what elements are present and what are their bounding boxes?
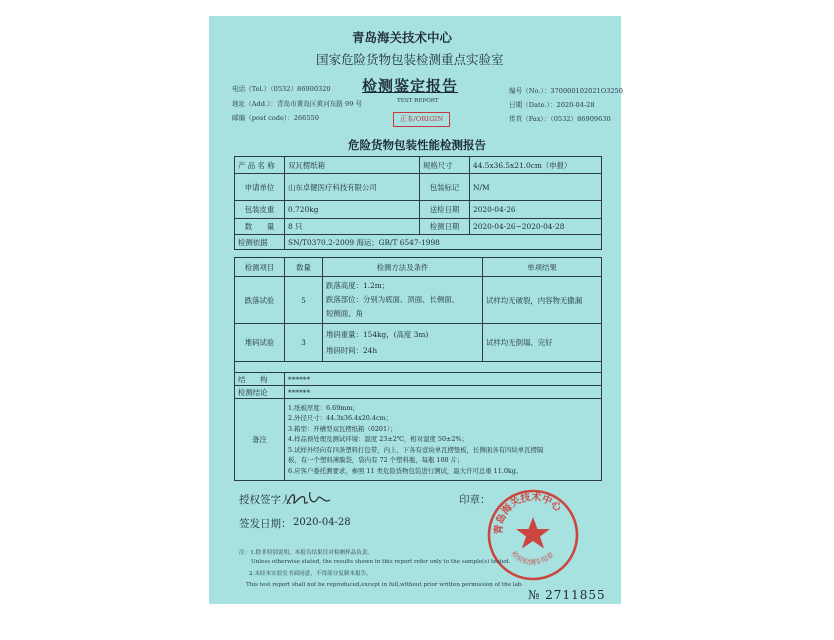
quantity-label: 数 量 bbox=[235, 219, 285, 235]
table-row bbox=[235, 174, 602, 201]
test-date-value: 2020-04-26~2020-04-28 bbox=[470, 219, 602, 235]
authorized-signer-label: 授权签字人： bbox=[239, 494, 302, 506]
tare-value: 0.720kg bbox=[285, 201, 420, 219]
svg-text:青岛海关技术中心: 青岛海关技术中心 bbox=[493, 491, 564, 535]
submit-date-label: 送检日期 bbox=[420, 201, 470, 219]
remark-line: 1.纸板厚度：6.69mm； bbox=[288, 403, 359, 412]
col-header-qty: 数量 bbox=[285, 258, 323, 277]
product-name-label: 产 品 名 称 bbox=[235, 157, 285, 174]
address-text: 地址（Add.）：青岛市黄岛区黄河东路 99 号 bbox=[232, 100, 363, 108]
remark-line: 2.外径尺寸：44.3x36.4x20.4cm； bbox=[288, 414, 392, 423]
tests-table bbox=[234, 257, 602, 481]
product-name-value: 双瓦楞纸箱 bbox=[285, 157, 420, 174]
mark-label: 包装标记 bbox=[420, 174, 470, 201]
stack-method-line: 堆码时间：24h bbox=[326, 345, 378, 355]
remark-line: 3.箱型：开槽型双瓦楞纸箱（0201）； bbox=[288, 424, 397, 433]
org-title: 青岛海关技术中心 bbox=[352, 30, 453, 45]
applicant-value: 山东卓健医疗科技有限公司 bbox=[285, 174, 420, 201]
table-row bbox=[235, 157, 602, 174]
drop-test-result: 试样均无破裂，内容物无撒漏 bbox=[483, 277, 602, 324]
drop-method-line: 跌落部位：分别为底面、顶面、长侧面、 bbox=[326, 295, 460, 304]
lab-title: 国家危险货物包装检测重点实验室 bbox=[316, 52, 504, 67]
mark-value: N/M bbox=[470, 174, 602, 201]
table-row bbox=[235, 235, 602, 250]
table-row bbox=[235, 386, 602, 399]
postcode-text: 邮编（post code）：266550 bbox=[232, 114, 319, 122]
tare-label: 包装皮重 bbox=[235, 201, 285, 219]
official-seal bbox=[485, 487, 581, 583]
table-row bbox=[235, 399, 602, 481]
remark-line: 4.样品预处理及测试环境：温度 23±2℃，相对湿度 50±2%； bbox=[288, 435, 468, 444]
fax-text: 传真（Fax）：（0532）86909630 bbox=[509, 115, 611, 123]
serial-number: № 2711855 bbox=[528, 588, 606, 602]
table-row bbox=[235, 324, 602, 362]
structure-value: ****** bbox=[285, 373, 602, 386]
test-date-label: 检测日期 bbox=[420, 219, 470, 235]
structure-label: 结 构 bbox=[235, 373, 285, 386]
footer-note-1: 注：1.除非特别说明，本报告结果仅对检测样品负责。 bbox=[239, 550, 373, 556]
table-row bbox=[235, 201, 602, 219]
conclusion-label: 检测结论 bbox=[235, 386, 285, 399]
conclusion-value: ****** bbox=[285, 386, 602, 399]
applicant-label: 申请单位 bbox=[235, 174, 285, 201]
issue-date-label: 签发日期： bbox=[239, 518, 292, 530]
submit-date-value: 2020-04-26 bbox=[470, 201, 602, 219]
report-number: 编号（No.）：370000102021O3250 bbox=[509, 87, 623, 95]
section-title: 危险货物包装性能检测报告 bbox=[348, 138, 486, 152]
svg-text:检验检测专用章: 检验检测专用章 bbox=[509, 549, 556, 567]
drop-method-line: 短侧面、角 bbox=[326, 309, 363, 318]
report-title: 检测鉴定报告 bbox=[362, 77, 459, 95]
table-row bbox=[235, 219, 602, 235]
table-row bbox=[235, 258, 602, 277]
footer-en-2: This test report shall not be reproduced,except in full,without prior written permission of the lab. bbox=[246, 582, 524, 588]
tel-text: 电话（Tel.）（0532）86900320 bbox=[232, 85, 331, 93]
spec-value: 44.5x36.5x21.0cm（申报） bbox=[470, 157, 602, 174]
original-stamp: 正本/ORIGIN bbox=[393, 112, 450, 127]
drop-test-item: 跌落试验 bbox=[235, 277, 285, 324]
col-header-item: 检测项目 bbox=[235, 258, 285, 277]
col-header-method: 检测方法及条件 bbox=[323, 258, 483, 277]
stack-test-result: 试样均无倒塌、完好 bbox=[483, 324, 602, 362]
test-report-label: TEST REPORT bbox=[397, 98, 439, 104]
drop-method-line: 跌落高度：1.2m； bbox=[326, 281, 390, 290]
info-table bbox=[234, 156, 602, 250]
spec-label: 规格尺寸 bbox=[420, 157, 470, 174]
col-header-result: 单项结果 bbox=[483, 258, 602, 277]
remark-line: 板，有一个塑料薄膜袋，袋内有 72 个塑料瓶，每瓶 100 片； bbox=[288, 456, 464, 465]
remarks-label: 备注 bbox=[235, 399, 285, 481]
handwritten-signature bbox=[284, 488, 336, 510]
quantity-value: 8 只 bbox=[285, 219, 420, 235]
report-document bbox=[209, 16, 621, 604]
table-row bbox=[235, 373, 602, 386]
table-row bbox=[235, 277, 602, 324]
stack-test-item: 堆码试验 bbox=[235, 324, 285, 362]
report-date: 日期（Date.）：2020-04-28 bbox=[509, 101, 595, 109]
footer-note-2: 2.未经本实验室书面同意，不得部分复制本报告。 bbox=[249, 571, 372, 577]
drop-test-qty: 5 bbox=[285, 277, 323, 324]
footer-en-1: Unless otherwise stated, the results shown in this report refer only to the sample(s) tested. bbox=[251, 559, 511, 565]
table-row bbox=[235, 362, 602, 373]
stack-method-line: 堆码重量：154kg，(高度 3m) bbox=[326, 329, 429, 339]
basis-value: SN/T0370.2-2009 海运；GB/T 6547-1998 bbox=[285, 235, 602, 250]
issue-date-value: 2020-04-28 bbox=[293, 517, 351, 528]
remark-line: 5.试样外经向有四条塑料打包带，内上、下各有壹块单瓦楞垫板，长侧面各有四块单瓦楞隔 bbox=[288, 445, 544, 454]
seal-label: 印章： bbox=[459, 494, 491, 506]
stack-test-qty: 3 bbox=[285, 324, 323, 362]
basis-label: 检测依据 bbox=[235, 235, 285, 250]
remark-line: 6.应客户委托测要求，参照 11 类危险货物包装进行测试，最大许可总重 11.0kg。 bbox=[288, 466, 523, 475]
